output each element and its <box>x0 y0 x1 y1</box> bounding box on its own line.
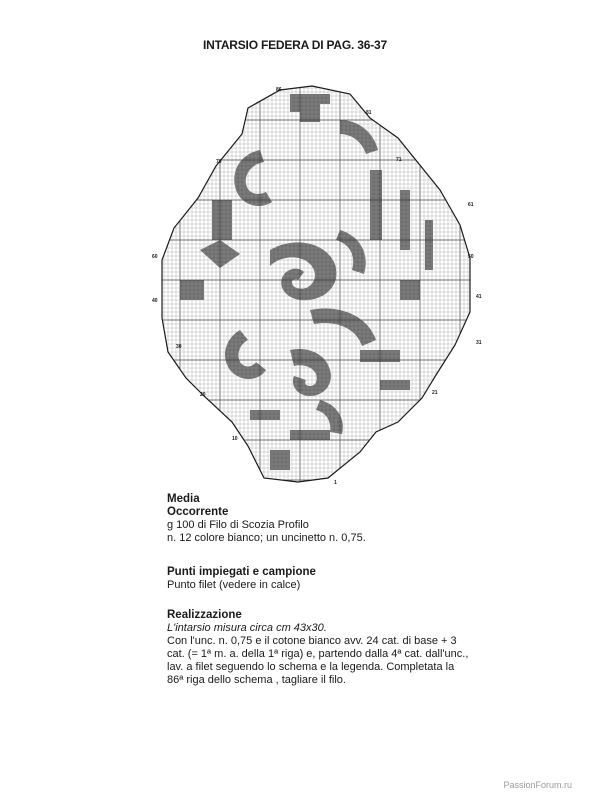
row-label-60: 60 <box>152 254 158 260</box>
punti-line-1: Punto filet (vedere in calce) <box>167 579 301 591</box>
row-label-50: 50 <box>468 254 474 260</box>
row-label-41: 41 <box>476 294 482 300</box>
stitches-section <box>167 566 497 592</box>
realizzazione-line-3: cat. (= 1ª m. a. della 1ª riga) e, partendo dalla 4ª cat. dall'unc., <box>167 648 469 660</box>
row-label-86: 86 <box>276 87 282 93</box>
row-label-61: 61 <box>468 202 474 208</box>
row-label-1: 1 <box>334 480 337 486</box>
row-label-20: 20 <box>200 392 206 398</box>
instructions-section <box>167 609 497 687</box>
filet-chart <box>140 80 480 490</box>
row-label-40: 40 <box>152 298 158 304</box>
row-label-10: 10 <box>232 436 238 442</box>
realizzazione-heading: Realizzazione <box>167 609 242 621</box>
realizzazione-line-2: Con l'unc. n. 0,75 e il cotone bianco avv. 24 cat. di base + 3 <box>167 635 457 647</box>
media-heading: Media <box>167 493 200 505</box>
occorrente-line-1: g 100 di Filo di Scozia Profilo <box>167 519 309 531</box>
punti-heading: Punti impiegati e campione <box>167 566 316 578</box>
page-title: INTARSIO FEDERA DI PAG. 36-37 <box>202 38 387 52</box>
row-label-81: 81 <box>366 110 372 116</box>
row-label-30: 30 <box>176 344 182 350</box>
watermark: PassionForum.ru <box>503 780 572 790</box>
occorrente-line-2: n. 12 colore bianco; un uncinetto n. 0,75. <box>167 532 366 544</box>
occorrente-heading: Occorrente <box>167 506 229 518</box>
row-label-21: 21 <box>432 390 438 396</box>
realizzazione-line-4: lav. a filet seguendo lo schema e la legenda. Completata la <box>167 661 455 673</box>
row-label-70: 70 <box>216 159 222 165</box>
row-label-31: 31 <box>476 340 482 346</box>
realizzazione-line-1: L'intarsio misura circa cm 43x30. <box>167 622 327 634</box>
realizzazione-line-5: 86ª riga dello schema , tagliare il filo. <box>167 674 346 686</box>
filet-chart-svg <box>140 80 480 490</box>
row-label-71: 71 <box>396 157 402 163</box>
materials-section <box>167 493 497 545</box>
